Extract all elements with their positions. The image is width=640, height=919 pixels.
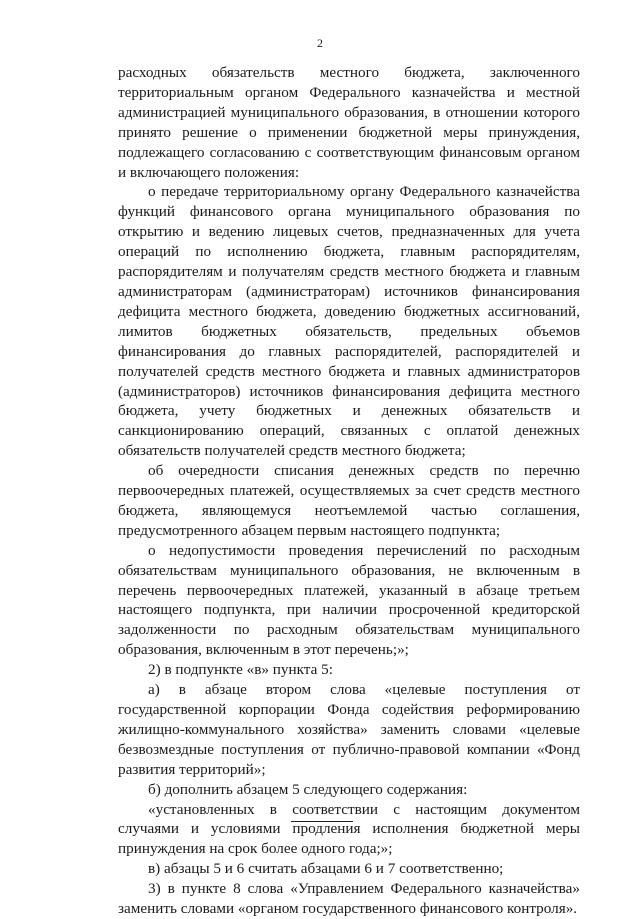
paragraph: в) абзацы 5 и 6 считать абзацами 6 и 7 соответственно; [148, 860, 504, 878]
paragraph: расходных обязательств местного бюджета, заключенного территориальным органом Федерального казначейства и местной администрацией муниципального образования, в отношении которого принято решение о применении бюджетной меры принуждения, подлежащего согласованию с соответствующим финансовым органом и включающего положения: [118, 64, 580, 181]
paragraph: 3) в пункте 8 слова «Управлением Федерального казначейства» заменить словами «органом государственного финансового контроля». [118, 880, 580, 918]
paragraph: об очередности списания денежных средств по перечню первоочередных платежей, осуществляемых за счет средств местного бюджета, являющемуся неотъемлемой частью соглашения, предусмотренного абзацем первым настоящего подпункта; [118, 462, 580, 539]
end-divider [291, 821, 353, 822]
paragraph: «установленных в соответствии с настоящим документом случаями и условиями продления исполнения бюджетной меры принуждения на срок более одного года;»; [118, 800, 580, 858]
paragraph: б) дополнить абзацем 5 следующего содержания: [148, 780, 468, 798]
paragraph: о недопустимости проведения перечислений по расходным обязательствам муниципального образования, не включенным в перечень первоочередных платежей, указанный в абзаце третьем настоящего подпункта, при наличии просроченной кредиторской задолженности по расходным обязательствам муниципального образования, включенным в этот перечень;»; [118, 541, 580, 659]
document-body [118, 63, 580, 919]
paragraph: 2) в подпункте «в» пункта 5: [148, 661, 333, 679]
paragraph: о передаче территориальному органу Федерального казначейства функций финансового органа муниципального образования по открытию и ведению лицевых счетов, предназначенных для учета операций по исполнению бюджета, главным распорядителям, распорядителям и получателям средств местного бюджета и главным администраторам (администраторам) источников финансирования дефицита местного бюджета, доведению бюджетных ассигнований, лимитов бюджетных обязательств, предельных объемов финансирования до главных распорядителей, распорядителей и получателей средств местного бюджета и главных администраторов (администраторов) источников финансирования дефицита местного бюджета, учету бюджетных и денежных обязательств и санкционированию операций, связанных с оплатой денежных обязательств получателей средств местного бюджета; [118, 183, 580, 460]
paragraph: а) в абзаце втором слова «целевые поступления от государственной корпорации Фонда содействия реформированию жилищно-коммунального хозяйства» заменить словами «целевые безвозмездные поступления от публично-правовой компании «Фонд развития территорий»; [118, 681, 580, 778]
page-number: 2 [317, 36, 323, 50]
